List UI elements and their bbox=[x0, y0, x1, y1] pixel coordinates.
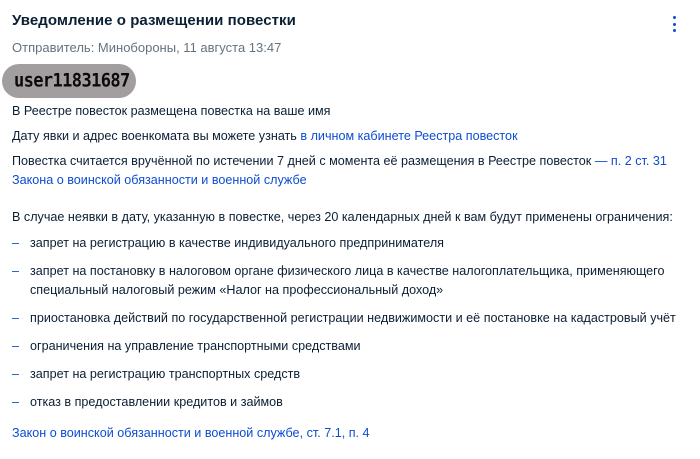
restrictions-intro: В случае неявки в дату, указанную в повестке, через 20 календарных дней к вам будут применены ограничения: bbox=[12, 210, 673, 224]
more-dot bbox=[673, 23, 676, 26]
date-address-line bbox=[12, 126, 518, 146]
restriction-item: запрет на регистрацию транспортных средств bbox=[30, 367, 301, 381]
restriction-item: запрет на регистрацию в качестве индивидуального предпринимателя bbox=[30, 236, 445, 250]
personal-account-link[interactable]: в личном кабинете Реестра повесток bbox=[300, 129, 518, 143]
bullet-marker: – bbox=[12, 395, 20, 409]
bullet-marker: – bbox=[12, 339, 20, 353]
bullet-marker: – bbox=[12, 311, 20, 325]
bullet-marker: – bbox=[12, 236, 20, 250]
law-name-link[interactable]: Закона о воинской обязанности и военной службе bbox=[12, 173, 307, 187]
law-article-link[interactable]: — п. 2 ст. 31 bbox=[594, 154, 667, 168]
more-options-icon[interactable] bbox=[668, 14, 680, 34]
bullet-marker: – bbox=[12, 367, 20, 381]
username-watermark bbox=[2, 64, 136, 98]
notification-title: Уведомление о размещении повестки bbox=[12, 12, 296, 29]
delivery-rule-text: Повестка считается вручённой по истечении 7 дней с момента её размещения в Реестре повесток bbox=[12, 154, 595, 168]
restriction-item: приостановка действий по государственной регистрации недвижимости и её постановке на кадастровый учёт bbox=[30, 311, 676, 325]
summons-placed-text: В Реестре повесток размещена повестка на ваше имя bbox=[12, 104, 331, 118]
restriction-item-continued: специальный налоговый режим «Налог на профессиональный доход» bbox=[30, 283, 444, 297]
delivery-rule-line bbox=[12, 151, 667, 171]
restriction-item: отказ в предоставлении кредитов и займов bbox=[30, 395, 283, 409]
delivery-rule-line-2 bbox=[12, 170, 307, 190]
restriction-item: ограничения на управление транспортными средствами bbox=[30, 339, 361, 353]
sender-meta: Отправитель: Минобороны, 11 августа 13:47 bbox=[12, 40, 282, 55]
more-dot bbox=[673, 16, 676, 19]
restriction-item: запрет на постановку в налоговом органе физического лица в качестве налогоплательщика, применяющего bbox=[30, 264, 665, 278]
username-text: user11831687 bbox=[14, 69, 130, 93]
law-reference-link[interactable]: Закон о воинской обязанности и военной службе, ст. 7.1, п. 4 bbox=[12, 426, 370, 440]
more-dot bbox=[673, 29, 676, 32]
bullet-marker: – bbox=[12, 264, 20, 278]
date-address-text: Дату явки и адрес военкомата вы можете узнать bbox=[12, 129, 301, 143]
